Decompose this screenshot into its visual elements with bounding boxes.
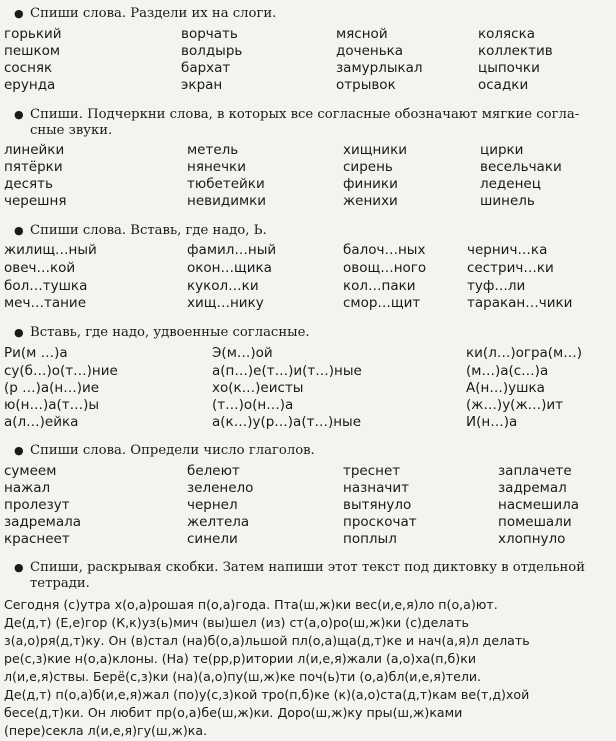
word-cell: нянечки — [187, 159, 246, 175]
word-cell: меч…тание — [4, 295, 87, 311]
paragraph-line: Де(д,т) п(о,а)б(и,е,я)жал (по)у(с,з)кой тро(п,б)ке (к)(а,о)ста(д,т)кам ве(т,д)хой — [4, 687, 530, 702]
word-cell: задремал — [498, 480, 567, 496]
word-cell: синели — [187, 531, 238, 547]
word-row — [0, 497, 616, 514]
word-cell: линейки — [4, 142, 65, 158]
word-row — [0, 193, 616, 210]
word-cell: хо(к…)еисты — [212, 380, 304, 396]
word-cell: замурлыкал — [336, 60, 423, 76]
word-cell: тюбетейки — [187, 176, 265, 192]
word-cell: фамил…ный — [187, 242, 277, 258]
word-cell: сирень — [343, 159, 393, 175]
word-cell: балоч…ных — [343, 242, 426, 258]
word-cell: треснет — [343, 463, 401, 479]
word-row — [0, 463, 616, 480]
word-cell: зеленело — [187, 480, 254, 496]
word-cell: туф…ли — [467, 278, 526, 294]
word-row — [0, 159, 616, 176]
word-cell: (т…)о(н…)а — [212, 397, 294, 413]
word-row — [0, 77, 616, 94]
word-cell: метель — [187, 142, 239, 158]
word-cell: волдырь — [181, 43, 243, 59]
word-cell: хлопнуло — [498, 531, 566, 547]
word-cell: экран — [181, 77, 223, 93]
word-cell: кол…паки — [343, 278, 416, 294]
word-cell: (р …)а(н…)ие — [4, 380, 100, 396]
word-cell: мясной — [336, 26, 388, 42]
word-row — [0, 414, 616, 431]
word-row — [0, 142, 616, 159]
word-cell: смор…щит — [343, 295, 421, 311]
word-cell: пятёрки — [4, 159, 63, 175]
word-cell: краснеет — [4, 531, 70, 547]
word-cell: женихи — [343, 193, 398, 209]
word-cell: овощ…ного — [343, 260, 427, 276]
word-cell: весельчаки — [480, 159, 562, 175]
word-cell: таракан…чики — [467, 295, 573, 311]
word-cell: жилищ…ный — [4, 242, 97, 258]
word-cell: а(л…)ейка — [4, 414, 79, 430]
word-cell: задремала — [4, 514, 82, 530]
paragraph-line: Де(д,т) (Е,е)гор (К,к)уз(ь)мич (вы)шел (из) ст(а,о)ро(ш,ж)ки (с)делать — [4, 615, 469, 630]
word-cell: окон…щика — [187, 260, 272, 276]
word-row — [0, 514, 616, 531]
word-row — [0, 531, 616, 548]
word-cell: а(к…)у(р…)а(т…)ные — [212, 414, 362, 430]
word-cell: цирки — [480, 142, 524, 158]
bullet-icon: ● — [14, 444, 24, 457]
paragraph-line: ре(с,з)кие н(о,а)клоны. (На) те(рр,р)итории л(и,е,я)жали (а,о)ха(п,б)ки — [4, 651, 477, 666]
word-cell: коллектив — [478, 43, 553, 59]
word-row — [0, 380, 616, 397]
word-cell: су(б…)о(т…)ние — [4, 363, 118, 379]
word-cell: горький — [4, 26, 62, 42]
bullet-icon: ● — [14, 7, 24, 20]
word-cell: бол…тушка — [4, 278, 88, 294]
word-row — [0, 26, 616, 43]
word-cell: Э(м…)ой — [212, 345, 273, 361]
word-cell: нажал — [4, 480, 51, 496]
task-instruction: ● Спиши, раскрывая скобки. Затем напиши этот текст под диктовку в отдельной тетради. — [14, 560, 586, 591]
word-cell: сосняк — [4, 60, 53, 76]
word-cell: бархат — [181, 60, 231, 76]
word-cell: И(н…)а — [466, 414, 518, 430]
word-cell: помешали — [498, 514, 572, 530]
word-cell: хищники — [343, 142, 408, 158]
word-cell: ю(н…)а(т…)ы — [4, 397, 100, 413]
task-instruction: ● Спиши. Подчеркни слова, в которых все согласные обозначают мягкие согла- сные звуки. — [14, 107, 580, 138]
word-cell: коляска — [478, 26, 536, 42]
word-cell: шинель — [480, 193, 535, 209]
word-cell: поплыл — [343, 531, 397, 547]
paragraph-line: з(а,о)ря(д,т)ку. Он (в)стал (на)б(о,а)льшой пл(о,а)ща(д,т)ке и нач(а,я)л делать — [4, 633, 530, 648]
word-cell: проскочат — [343, 514, 417, 530]
word-cell: доченька — [336, 43, 404, 59]
word-row — [0, 260, 616, 277]
word-cell: ки(л…)огра(м…) — [466, 345, 583, 361]
bullet-icon: ● — [14, 326, 24, 339]
word-cell: отрывок — [336, 77, 396, 93]
word-cell: (ж…)у(ж…)ит — [466, 397, 564, 413]
word-cell: чернич…ка — [467, 242, 548, 258]
word-cell: леденец — [480, 176, 541, 192]
word-cell: насмешила — [498, 497, 580, 513]
paragraph-line: (пере)секла л(и,е,я)гу(ш,ж)ка. — [4, 723, 208, 738]
word-cell: желтела — [187, 514, 250, 530]
word-cell: ворчать — [181, 26, 238, 42]
word-cell: пролезут — [4, 497, 70, 513]
word-cell: финики — [343, 176, 398, 192]
word-cell: чернел — [187, 497, 238, 513]
word-row — [0, 60, 616, 77]
word-cell: белеют — [187, 463, 240, 479]
word-cell: кукол…ки — [187, 278, 259, 294]
word-cell: А(н…)ушка — [466, 380, 545, 396]
word-cell: вытянуло — [343, 497, 412, 513]
word-cell: цыпочки — [478, 60, 540, 76]
word-row — [0, 363, 616, 380]
word-row — [0, 242, 616, 259]
word-cell: Ри(м …)а — [4, 345, 68, 361]
word-cell: (м…)а(с…)а — [466, 363, 549, 379]
paragraph-line: Сегодня (с)утра х(о,а)рошая п(о,а)года. Пта(ш,ж)ки вес(и,е,я)ло п(о,а)ют. — [4, 597, 498, 612]
word-cell: сумеем — [4, 463, 57, 479]
word-cell: заплачете — [498, 463, 572, 479]
word-cell: пешком — [4, 43, 61, 59]
word-cell: черешня — [4, 193, 67, 209]
word-row — [0, 176, 616, 193]
word-cell: десять — [4, 176, 54, 192]
word-cell: а(п…)е(т…)и(т…)ные — [212, 363, 362, 379]
word-row — [0, 295, 616, 312]
word-cell: осадки — [478, 77, 529, 93]
bullet-icon: ● — [14, 108, 24, 121]
word-row — [0, 480, 616, 497]
word-row — [0, 278, 616, 295]
bullet-icon: ● — [14, 224, 24, 237]
word-cell: ерунда — [4, 77, 56, 93]
bullet-icon: ● — [14, 561, 24, 574]
worksheet-page: ● Спиши слова. Раздели их на слоги. горький ворчать мясной коляска пешком волдырь доченька коллектив сосняк бархат замурлыкал цыпочки ерунда экран отрывок осадки ● Спиши. Подчеркни слова, в которых все согласные обозначают мягкие согла- сные звуки. линейки метель хищники цирки пятёрки нянечки сирень весельчаки десять тюбетейки финики леденец черешня невидимки женихи шинель ● Спиши слова. Вставь, где надо, Ь. жилищ…ный фамил…ный балоч…ных чернич…ка овеч…кой окон…щика овощ…ного сестрич…ки бол…тушка кукол…ки кол…паки туф…ли меч…тание хищ…нику смор…щит таракан…чики ● Вставь, где надо, удвоенные согласные. Ри(м …)а Э(м…)ой ки(л…)огра(м…) су(б…)о(т…)ние а(п…)е(т…)и(т…)ные (м…)а(с…)а (р …)а(н…)ие хо(к…)еисты А(н…)ушка ю(н…)а(т…)ы (т…)о(н…)а (ж…)у(ж…)ит а(л…)ейка а(к…)у(р…)а(т…)ные И(н…)а ● Спиши слова. Определи число глаголов. сумеем белеют треснет заплачете нажал зеленело назначит задремал пролезут чернел вытянуло насмешила задремала желтела проскочат помешали краснеет синели поплыл хлопнуло ● Спиши, раскрывая скобки. Затем напиши этот текст под диктовку в отдельной тетради. Сегодня (с)утра х(о,а)рошая п(о,а)года. Пта(ш,ж)ки вес(и,е,я)ло п(о,а)ют. Де(д,т) (Е,е)гор (К,к)уз(ь)мич (вы)шел (из) ст(а,о)ро(ш,ж)ки (с)делать з(а,о)ря(д,т)ку. Он (в)стал (на)б(о,а)льшой пл(о,а)ща(д,т)ке и нач(а,я)л делать ре(с,з)кие н(о,а)клоны. (На) те(рр,р)итории л(и,е,я)жали (а,о)ха(п,б)ки л(и,е,я)ствы. Берё(с,з)ки (на)(а,о)пу(ш,ж)ке поч(ь)ти (о,а)бл(и,е,я)тели. Де(д,т) п(о,а)б(и,е,я)жал (по)у(с,з)кой тро(п,б)ке (к)(а,о)ста(д,т)кам ве(т,д)хой бесе(д,т)ки. Он любит пр(о,а)бе(ш,ж)ки. Доро(ш,ж)ку пры(ш,ж)ками (пере)секла л(и,е,я)гу(ш,ж)ка. — [0, 0, 616, 741]
paragraph-line: бесе(д,т)ки. Он любит пр(о,а)бе(ш,ж)ки. Доро(ш,ж)ку пры(ш,ж)ками — [4, 705, 463, 720]
word-row — [0, 345, 616, 362]
word-row — [0, 43, 616, 60]
word-cell: хищ…нику — [187, 295, 264, 311]
paragraph-line: л(и,е,я)ствы. Берё(с,з)ки (на)(а,о)пу(ш,ж)ке поч(ь)ти (о,а)бл(и,е,я)тели. — [4, 669, 482, 684]
word-cell: невидимки — [187, 193, 267, 209]
word-cell: назначит — [343, 480, 409, 496]
word-cell: овеч…кой — [4, 260, 76, 276]
word-row — [0, 397, 616, 414]
word-cell: сестрич…ки — [467, 260, 554, 276]
